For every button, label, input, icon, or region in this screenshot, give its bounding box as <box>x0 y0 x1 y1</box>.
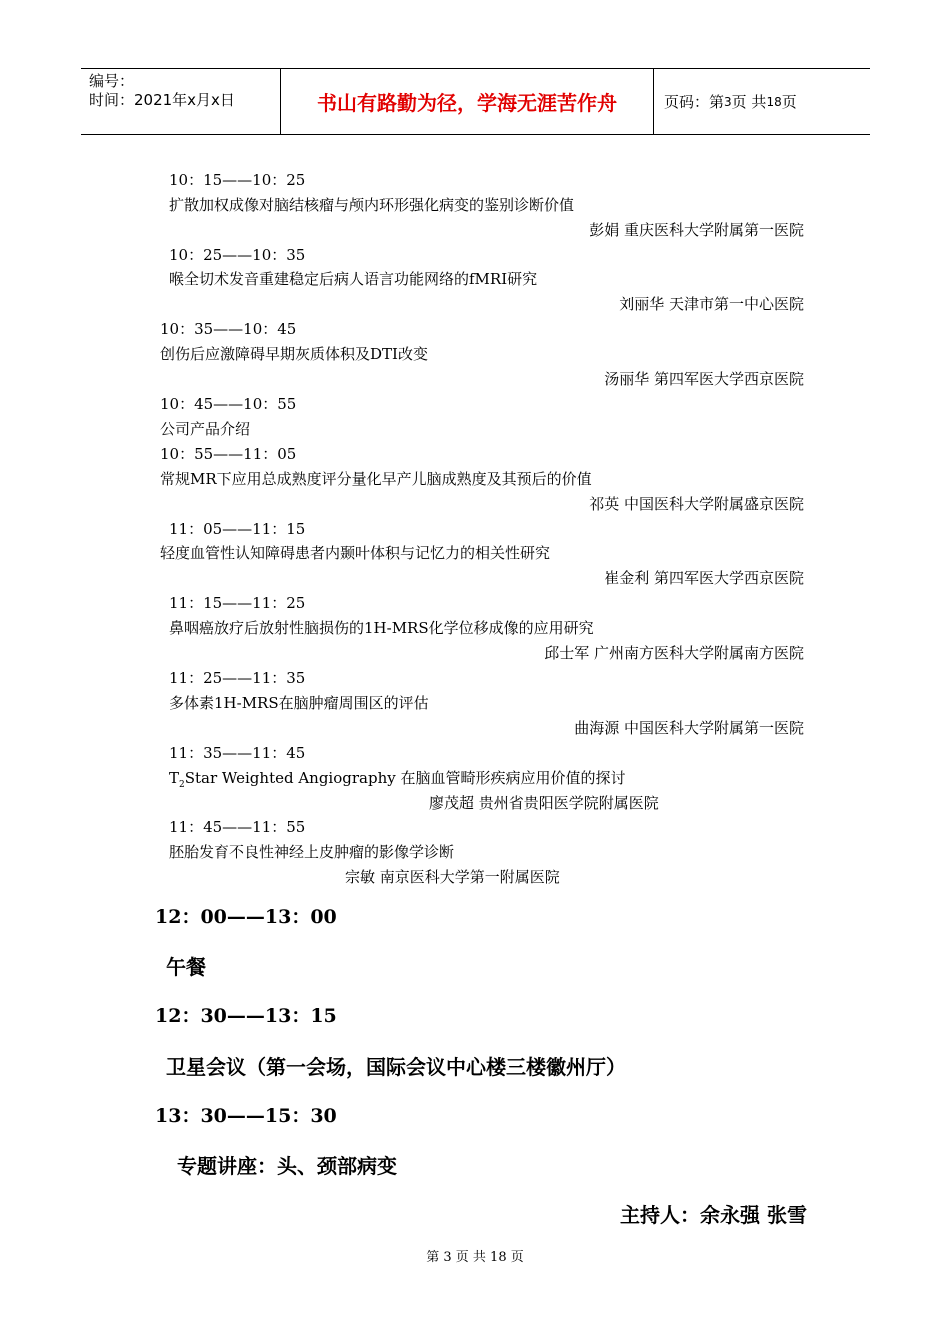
lecture-title: 专题讲座：头、颈部病变 <box>177 1154 397 1178</box>
lunch-time: 12：00——13：00 <box>155 906 337 928</box>
satellite-label: 卫星会议（第一会场，国际会议中心楼三楼徽州厅） <box>166 1055 626 1079</box>
lecture-time: 13：30——15：30 <box>155 1105 337 1127</box>
page-indicator: 页码：第 3 页 共 18 页 <box>664 93 797 111</box>
session-title: 多体素1H-MRS在脑肿瘤周围区的评估 <box>169 694 429 712</box>
page-footer: 第 3 页 共 18 页 <box>426 1250 524 1265</box>
satellite-time: 12：30——13：15 <box>155 1005 337 1027</box>
session-speaker: 曲海源 中国医科大学附属第一医院 <box>574 719 804 737</box>
session-speaker: 彭娟 重庆医科大学附属第一医院 <box>589 221 804 239</box>
session-title: $T_2Star$ Weighted Angiography 在脑血管畸形疾病应用价值的探讨 <box>169 769 626 790</box>
session-time: 10：45——10：55 <box>160 395 297 413</box>
lunch-label: 午餐 <box>166 955 206 979</box>
session-title: 常规MR下应用总成熟度评分量化早产儿脑成熟度及其预后的价值 <box>160 470 592 488</box>
session-time: 11：35——11：45 <box>169 744 306 762</box>
session-title: 公司产品介绍 <box>160 420 251 438</box>
motto: 书山有路勤为径，学海无涯苦作舟 <box>281 69 654 134</box>
session-title: 胚胎发育不良性神经上皮肿瘤的影像学诊断 <box>169 843 455 861</box>
number-label: 编号： <box>89 72 135 90</box>
session-time: 11：45——11：55 <box>169 818 306 836</box>
session-time: 10：55——11：05 <box>160 445 297 463</box>
session-speaker: 刘丽华 天津市第一中心医院 <box>619 295 804 313</box>
host-line: 主持人：余永强 张雪 <box>620 1203 807 1227</box>
session-speaker: 祁英 中国医科大学附属盛京医院 <box>589 495 804 513</box>
session-speaker: 汤丽华 第四军医大学西京医院 <box>604 370 804 388</box>
header-meta <box>81 69 281 134</box>
session-time: 11：25——11：35 <box>169 669 306 687</box>
session-speaker: 邱士军 广州南方医科大学附属南方医院 <box>544 644 804 662</box>
session-time: 11：05——11：15 <box>169 520 306 538</box>
session-title: 轻度血管性认知障碍患者内颞叶体积与记忆力的相关性研究 <box>160 544 551 562</box>
session-speaker: 廖茂超 贵州省贵阳医学院附属医院 <box>429 794 659 812</box>
session-title: 创伤后应激障碍早期灰质体积及DTI改变 <box>160 345 428 363</box>
page-header <box>81 68 870 135</box>
time-label: 时间：2021年x月x日 <box>89 91 235 109</box>
session-time: 10：15——10：25 <box>169 171 306 189</box>
session-time: 10：25——10：35 <box>169 246 306 264</box>
session-speaker: 崔金利 第四军医大学西京医院 <box>604 569 804 587</box>
session-title: 鼻咽癌放疗后放射性脑损伤的1H-MRS化学位移成像的应用研究 <box>169 619 594 637</box>
session-title: 喉全切术发音重建稳定后病人语言功能网络的fMRI研究 <box>169 270 538 288</box>
session-title: 扩散加权成像对脑结核瘤与颅内环形强化病变的鉴别诊断价值 <box>169 196 575 214</box>
session-time: 10：35——10：45 <box>160 320 297 338</box>
session-time: 11：15——11：25 <box>169 594 306 612</box>
session-speaker: 宗敏 南京医科大学第一附属医院 <box>345 868 560 886</box>
